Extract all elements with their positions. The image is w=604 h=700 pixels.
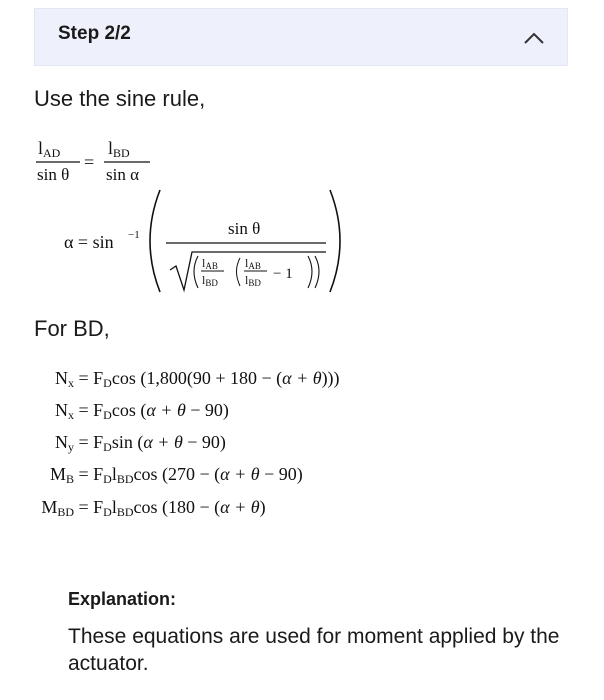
svg-text:α = sin: α = sin [64, 232, 114, 252]
equation-line: $M_B = F_Dl_{BD}\cos$ (270 − (α + θ − 90) [30, 464, 303, 487]
svg-text:sin α: sin α [106, 165, 139, 184]
svg-text:sin θ: sin θ [228, 219, 261, 238]
for-bd-label: For BD, [34, 316, 110, 341]
svg-text:=: = [84, 152, 95, 172]
explanation-text: These equations are used for moment applied by the actuator. [68, 625, 560, 675]
svg-text:lBD: lBD [202, 273, 218, 288]
equation-line: $M_{BD} = F_Dl_{BD}\cos$ (180 − (α + θ) [30, 497, 266, 520]
equation-line: $N_x = F_D\cos$ (α + θ − 90) [30, 400, 229, 423]
sine-rule [36, 138, 150, 184]
equation-line: $N_y = F_D\sin$ (α + θ − 90) [30, 432, 226, 455]
equation-lhs: $N_x$ [55, 368, 74, 390]
step-title: Step 2/2 [58, 23, 131, 44]
svg-text:lAD: lAD [38, 138, 61, 160]
explanation-title: Explanation: [68, 589, 177, 609]
svg-text:− 1: − 1 [273, 266, 293, 282]
equation-lhs: $M_B$ [49, 464, 74, 486]
equation-lhs: $N_y$ [55, 432, 74, 454]
svg-text:lAB: lAB [202, 256, 218, 271]
intro-text: Use the sine rule, [34, 86, 206, 111]
svg-text:lBD: lBD [245, 273, 261, 288]
svg-text:sin θ: sin θ [37, 165, 70, 184]
math-formulas [0, 0, 604, 310]
svg-text:−1: −1 [128, 229, 140, 241]
svg-text:lBD: lBD [108, 138, 130, 160]
svg-text:lAB: lAB [245, 256, 261, 271]
equation-lhs: $N_x$ [55, 400, 74, 422]
alpha-equation [64, 190, 340, 292]
equation-lhs: $M_{BD}$ [41, 497, 74, 519]
equation-line: $N_x = F_D\cos$ (1,800(90 + 180 − (α + θ))) [30, 368, 340, 391]
